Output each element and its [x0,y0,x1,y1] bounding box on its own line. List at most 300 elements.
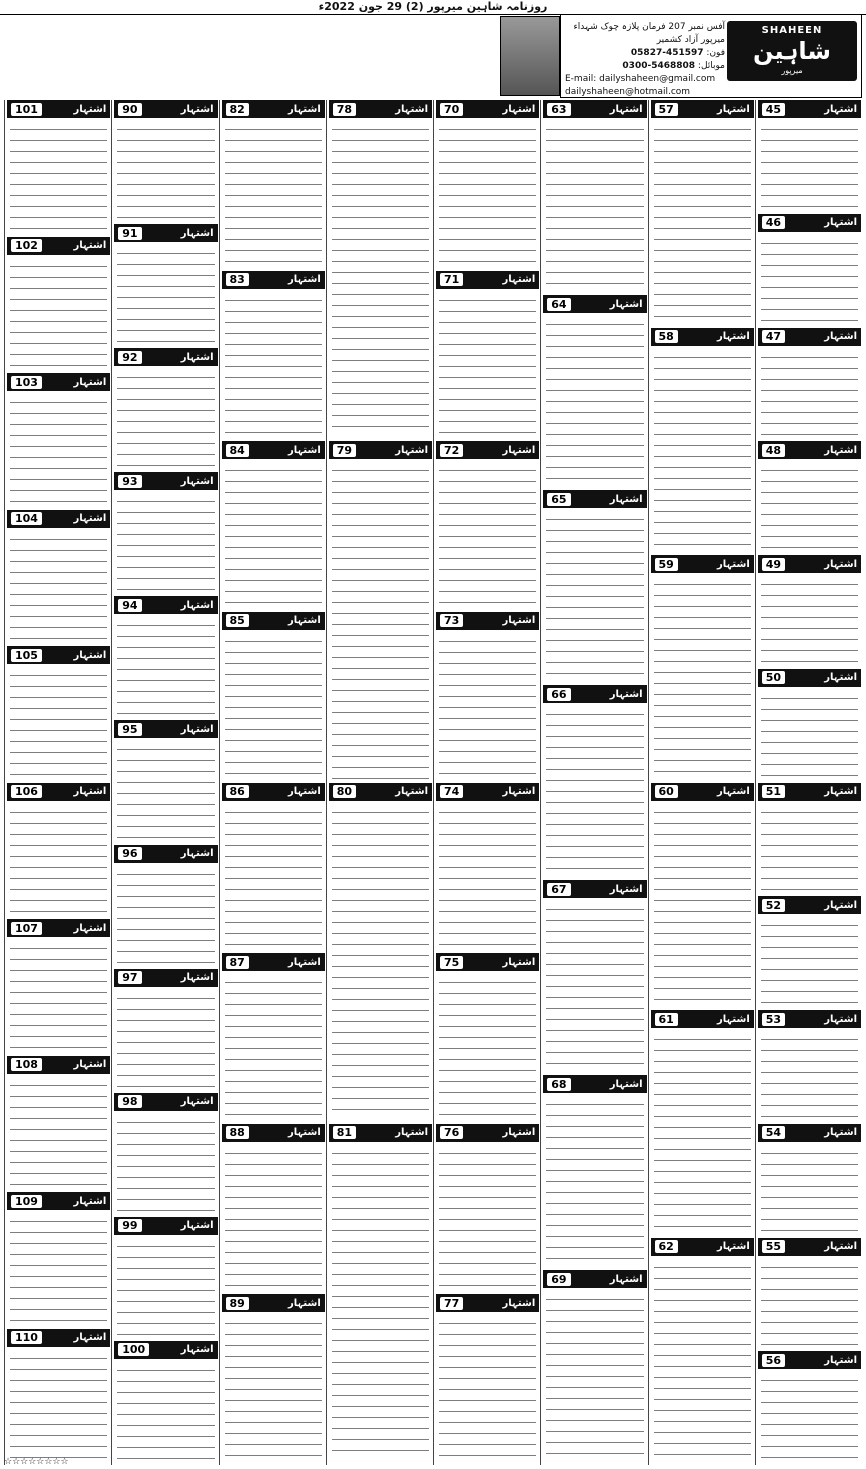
notice-label: اشتہار [717,558,750,570]
notice-body-lines [10,1078,107,1189]
notice-header [543,100,646,118]
notice-body-lines [10,122,107,233]
email-2[interactable]: dailyshaheen@hotmail.com [565,87,691,97]
notice-body-lines [117,1363,214,1461]
notice-number: 50 [762,671,785,684]
column-6 [219,100,327,1465]
notice-header [651,555,754,573]
notice-body-lines [654,350,751,552]
notice-label: اشتہار [395,444,428,456]
notice-body-lines [117,1115,214,1213]
notice-number: 56 [762,1354,785,1367]
notice-body-lines [10,941,107,1052]
notice-header [7,1329,110,1347]
notice-header [7,783,110,801]
notice-block [651,783,754,1009]
notice-block [758,783,861,895]
notice-number: 109 [11,1195,42,1208]
notice-number: 104 [11,512,42,525]
notice-number: 61 [655,1013,678,1026]
notice-body-lines [225,122,322,267]
column-8 [4,100,112,1465]
dateline: روزنامہ شاہین میرپور (2) 29 جون 2022ء [0,0,866,15]
notice-block [543,490,646,683]
notice-header [436,953,539,971]
notice-label: اشتہار [288,274,321,286]
notice-number: 58 [655,330,678,343]
notice-header [329,783,432,801]
notice-label: اشتہار [609,493,643,505]
notice-label: اشتہار [502,615,536,627]
notice-label: اشتہار [502,444,536,456]
notice-number: 110 [11,1331,42,1344]
notice-body-lines [761,463,858,551]
notice-label: اشتہار [180,351,214,363]
notice-body-lines [654,805,751,1007]
notice-label: اشتہار [717,786,750,797]
notice-label: اشتہار [73,922,107,934]
notice-block [222,100,325,269]
notice-block [114,472,217,594]
notice-body-lines [225,805,322,950]
notice-body-lines [761,236,858,324]
notice-number: 54 [762,1126,785,1139]
notice-label: اشتہار [73,376,107,388]
notice-number: 103 [11,376,42,389]
notice-label: اشتہار [180,972,214,984]
email-row [565,73,725,86]
notice-block [651,100,754,326]
notice-header [436,1294,539,1312]
notice-header [651,328,754,346]
notice-header [114,845,217,863]
notice-block [114,596,217,718]
phone-row [565,47,725,60]
notice-body-lines [10,532,107,643]
notice-header [114,348,217,366]
notice-body-lines [10,668,107,779]
notice-body-lines [10,1214,107,1325]
notice-number: 106 [11,785,42,798]
notice-block [543,685,646,878]
brand-english: SHAHEEN [761,25,823,36]
notice-label: اشتہار [824,558,857,570]
notice-header [7,1192,110,1210]
notice-number: 83 [226,273,249,286]
notice-header [758,441,861,459]
notice-number: 49 [762,558,785,571]
notice-block [543,295,646,488]
notice-label: اشتہار [288,615,321,627]
notice-body-lines [439,634,536,779]
notice-body-lines [225,1316,322,1461]
notice-body-lines [117,246,214,344]
notice-number: 74 [440,785,463,798]
notice-header [436,783,539,801]
notice-header [758,1238,861,1256]
notice-header [114,1217,217,1235]
notice-block [7,373,110,508]
notice-body-lines [439,293,536,438]
notice-label: اشتہار [395,786,428,797]
notice-block [7,646,110,781]
notice-body-lines [117,742,214,840]
notice-label: اشتہار [502,1297,536,1309]
notice-header [758,1351,861,1369]
notice-number: 91 [118,227,141,240]
notice-block [329,1124,432,1463]
notice-header [222,953,325,971]
notice-block [758,214,861,326]
notice-block [543,1270,646,1463]
notice-number: 99 [118,1219,141,1232]
notice-header [114,1341,217,1359]
notice-header [114,472,217,490]
contact-info [565,21,725,99]
notice-block [436,783,539,952]
notice-body-lines [761,577,858,665]
notice-body-lines [761,1373,858,1461]
notice-body-lines [10,259,107,370]
notice-body-lines [546,1097,643,1266]
notice-header [329,1124,432,1142]
notice-label: اشتہار [609,1078,643,1090]
notice-block [222,783,325,952]
notice-label: اشتہار [180,1344,214,1356]
notice-body-lines [439,805,536,950]
notice-number: 63 [547,103,570,116]
notice-block [114,1217,217,1339]
notice-block [114,224,217,346]
notice-block [7,1056,110,1191]
notice-label: اشتہار [824,1354,857,1366]
notice-number: 67 [547,883,570,896]
notice-label: اشتہار [609,1273,643,1285]
notice-label: اشتہار [180,723,214,735]
notice-block [114,1341,217,1463]
notice-block [222,1294,325,1463]
notice-block [436,953,539,1122]
notice-body-lines [117,867,214,965]
column-7 [111,100,219,1465]
notice-label: اشتہار [180,1220,214,1232]
notice-label: اشتہار [609,688,643,700]
notice-number: 55 [762,1240,785,1253]
notice-number: 75 [440,956,463,969]
notice-block [7,237,110,372]
notice-block [7,783,110,918]
notice-block [436,1294,539,1463]
notice-block [114,845,217,967]
notice-block [651,328,754,554]
column-1 [755,100,863,1465]
notice-header [758,328,861,346]
notice-label: اشتہار [717,331,750,342]
notice-label: اشتہار [73,240,107,251]
notice-number: 48 [762,444,785,457]
email-row-2 [565,86,725,99]
notice-body-lines [654,122,751,324]
notice-body-lines [546,122,643,291]
notice-block [222,271,325,440]
notice-body-lines [546,317,643,486]
notice-body-lines [761,1146,858,1234]
notice-block [7,510,110,645]
notice-number: 80 [333,785,356,798]
notice-label: اشتہار [824,672,857,684]
notice-body-lines [332,1146,429,1461]
brand-urdu: شاہین [752,37,832,65]
notice-number: 84 [226,444,249,457]
notice-header [114,596,217,614]
notice-label: اشتہار [180,848,214,860]
notice-number: 81 [333,1126,356,1139]
notice-header [436,271,539,289]
notice-header [436,612,539,630]
notice-header [758,214,861,232]
notice-number: 77 [440,1297,463,1310]
notice-header [7,646,110,664]
notice-label: اشتہار [824,1127,857,1139]
notice-label: اشتہار [609,298,643,310]
notice-number: 92 [118,351,141,364]
notice-header [7,237,110,255]
column-2 [648,100,756,1465]
notice-header [436,100,539,118]
notice-label: اشتہار [288,786,321,797]
office-address: آفس نمبر 207 فرمان پلازہ چوک شہداء میرپور آزاد کشمیر [573,22,725,45]
notice-body-lines [761,691,858,779]
notice-number: 47 [762,330,785,343]
notice-label: اشتہار [717,1013,750,1025]
notice-label: اشتہار [73,1195,107,1207]
notice-label: اشتہار [73,786,107,797]
notice-block [436,1124,539,1293]
notice-block [114,1093,217,1215]
notice-label: اشتہار [73,513,107,524]
notice-block [758,100,861,212]
notice-body-lines [10,1351,107,1462]
notice-header [7,919,110,937]
notice-label: اشتہار [502,956,536,968]
notice-block [758,1010,861,1122]
notice-body-lines [117,370,214,468]
notice-block [7,919,110,1054]
notice-number: 60 [655,785,678,798]
notice-block [758,328,861,440]
notice-header [436,1124,539,1142]
notice-number: 72 [440,444,463,457]
notice-body-lines [117,991,214,1089]
notice-header [758,1124,861,1142]
masthead [560,14,862,98]
notice-label: اشتہار [180,1096,214,1108]
notice-header [222,100,325,118]
notice-body-lines [546,1292,643,1461]
notice-block [758,896,861,1008]
notice-body-lines [546,512,643,681]
notice-block [114,969,217,1091]
notice-body-lines [439,122,536,267]
column-5 [326,100,434,1465]
notice-header [543,1075,646,1093]
notice-number: 98 [118,1095,141,1108]
notice-label: اشتہار [180,599,214,611]
notice-header [436,441,539,459]
notice-number: 45 [762,103,785,116]
notice-label: اشتہار [180,103,214,115]
notice-block [758,1124,861,1236]
notice-block [7,1192,110,1327]
notice-header [758,1010,861,1028]
notice-label: اشتہار [824,103,857,115]
notice-body-lines [225,975,322,1120]
notice-number: 59 [655,558,678,571]
notice-header [651,783,754,801]
notice-body-lines [225,463,322,608]
notice-block [543,1075,646,1268]
notice-number: 97 [118,971,141,984]
notice-label: اشتہار [288,1127,321,1139]
notice-label: اشتہار [180,227,214,239]
notice-label: اشتہار [288,444,321,456]
notice-block [758,1238,861,1350]
notice-number: 69 [547,1273,570,1286]
notice-body-lines [117,494,214,592]
notice-block [543,100,646,293]
notice-label: اشتہار [502,1127,536,1139]
mobile-number: 0300-5468808 [622,61,696,71]
notice-body-lines [332,805,429,1120]
notice-body-lines [761,122,858,210]
notice-header [329,441,432,459]
notice-number: 89 [226,1297,249,1310]
notice-header [114,969,217,987]
notice-block [329,783,432,1122]
notice-header [758,783,861,801]
notice-block [222,441,325,610]
notice-header [651,1010,754,1028]
notice-header [222,783,325,801]
notice-header [543,1270,646,1288]
notice-label: اشتہار [824,217,857,229]
notice-body-lines [761,918,858,1006]
notice-label: اشتہار [824,786,857,797]
notice-number: 86 [226,785,249,798]
notice-body-lines [546,707,643,876]
notice-body-lines [761,350,858,438]
notice-body-lines [439,1146,536,1291]
notice-header [758,896,861,914]
notice-label: اشتہار [717,103,750,115]
notice-label: اشتہار [395,103,428,115]
column-4 [433,100,541,1465]
notice-number: 70 [440,103,463,116]
brand-sub: میرپور [781,66,803,75]
notice-number: 108 [11,1058,42,1071]
notice-body-lines [225,1146,322,1291]
notice-block [436,612,539,781]
notice-header [222,441,325,459]
notice-number: 102 [11,239,42,252]
notice-block [436,271,539,440]
notice-body-lines [439,1316,536,1461]
notice-label: اشتہار [502,103,536,115]
notice-number: 96 [118,847,141,860]
phone-label: فون: [706,48,725,58]
mobile-row [565,60,725,73]
notice-body-lines [117,618,214,716]
footer-stars: ☆☆☆☆☆☆☆☆ [4,1457,69,1467]
notice-number: 87 [226,956,249,969]
notice-block [651,1010,754,1236]
column-3 [540,100,648,1465]
notice-number: 95 [118,723,141,736]
notice-header [543,295,646,313]
notice-label: اشتہار [502,786,536,797]
notice-header [222,271,325,289]
notice-block [222,612,325,781]
notice-block [651,555,754,781]
notice-number: 94 [118,599,141,612]
notice-columns [4,100,862,1465]
notice-block [114,348,217,470]
notice-block [114,100,217,222]
notice-label: اشتہار [288,1297,321,1309]
notice-header [7,510,110,528]
notice-label: اشتہار [73,1059,107,1070]
email-1[interactable]: dailyshaheen@gmail.com [599,74,716,84]
notice-block [7,1329,110,1464]
notice-block [758,441,861,553]
notice-header [114,224,217,242]
notice-body-lines [117,1239,214,1337]
notice-number: 85 [226,614,249,627]
email-label: E-mail: [565,74,597,84]
notice-header [543,490,646,508]
notice-body-lines [654,1260,751,1462]
notice-body-lines [225,634,322,779]
notice-number: 100 [118,1343,149,1356]
notice-body-lines [761,805,858,893]
notice-header [222,612,325,630]
notice-label: اشتہار [609,103,643,115]
notice-number: 82 [226,103,249,116]
notice-header [651,100,754,118]
notice-header [114,1093,217,1111]
notice-label: اشتہار [288,956,321,968]
notice-block [436,441,539,610]
notice-header [222,1124,325,1142]
notice-label: اشتہار [824,444,857,456]
notice-label: اشتہار [609,883,643,895]
notice-block [7,100,110,235]
notice-label: اشتہار [717,1241,750,1252]
notice-number: 71 [440,273,463,286]
notice-number: 62 [655,1240,678,1253]
notice-block [329,441,432,780]
notice-header [758,100,861,118]
newspaper-logo [727,21,857,81]
notice-body-lines [439,975,536,1120]
notice-number: 101 [11,103,42,116]
notice-number: 90 [118,103,141,116]
notice-block [651,1238,754,1464]
notice-number: 107 [11,922,42,935]
notice-block [758,1351,861,1463]
notice-header [114,720,217,738]
notice-block [329,100,432,439]
